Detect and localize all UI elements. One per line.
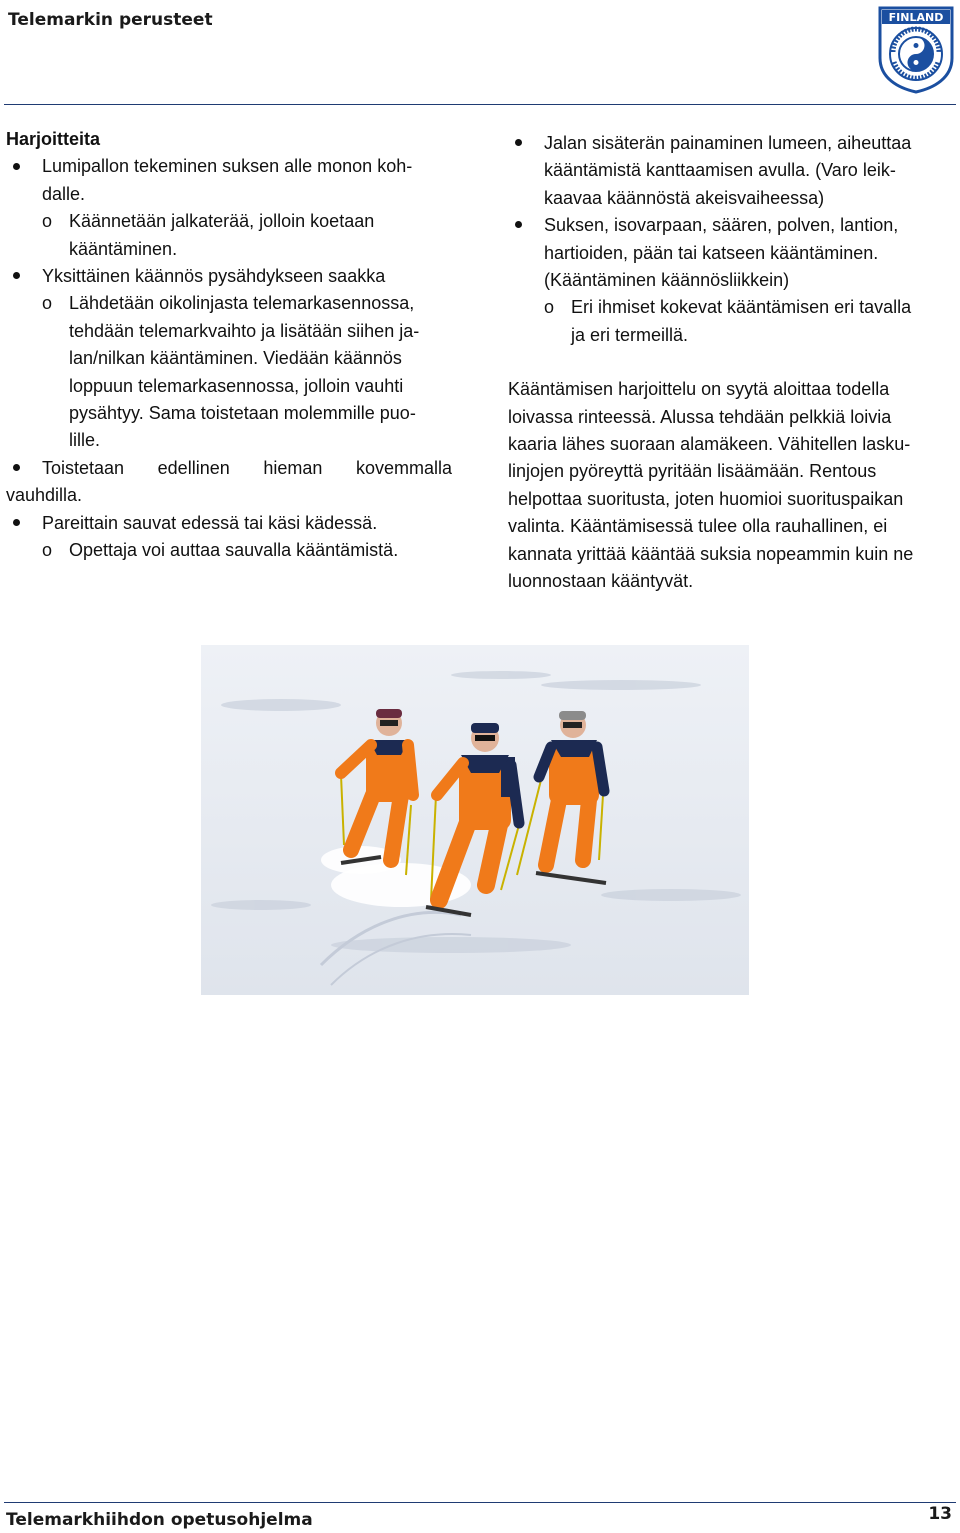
bullet-icon [6,153,26,180]
list-item: Pareittain sauvat edessä tai käsi kädessä. [6,510,452,537]
list-item: Yksittäinen käännös pysähdykseen saakka [6,263,452,290]
bullet-icon [6,263,26,290]
sub-list-item: o Eri ihmiset kokevat kääntämisen eri tavalla ja eri termeillä. [508,294,954,349]
circle-bullet-icon: o [42,211,53,232]
footer-rule [4,1502,956,1503]
left-column [6,126,452,565]
body-paragraph: Kääntämisen harjoittelu on syytä aloittaa todella loivassa rinteessä. Alussa tehdään pelkkiä loivia kaaria lähes suoraan alamäkeen. Vähitellen lasku- linjojen pyöreyttä pyritään lisäämään. Rentous helpottaa suoritusta, joten huomioi suorituspaikan valinta. Kääntämisessä tulee olla rauhallinen, ei kannata yrittää kääntää suksia nopeammin kuin ne luonnostaan kääntyvät. [508,379,914,592]
list-item: Lumipallon tekeminen suksen alle monon koh- dalle. [6,153,452,208]
page-number: 13 [928,1504,952,1524]
bullet-icon [508,212,528,239]
sub-list-item: o Käännetään jalkaterää, jolloin koetaan kääntäminen. [6,208,452,263]
list-item: Suksen, isovarpaan, säären, polven, lantion, hartioiden, pään tai katseen kääntäminen. (Kääntäminen käännösliikkein) [508,212,954,294]
circle-bullet-icon: o [42,540,53,561]
bullet-icon [6,510,26,537]
bullet-icon [508,130,528,157]
bullet-icon [6,455,26,482]
ski-instructors-logo [876,4,956,94]
list-item: Toistetaan edellinen hieman kovemmalla vauhdilla. [6,455,452,510]
footer-title: Telemarkhiihdon opetusohjelma [6,1510,313,1530]
sub-list-item: o Lähdetään oikolinjasta telemarkasennossa, tehdään telemarkvaihto ja lisätään siihen ja- lan/nilkan kääntäminen. Viedään käännös loppuun telemarkasennossa, jolloin vauhti pysähtyy. Sama toistetaan molemmille puo- lille. [6,290,452,454]
skiers-photo [201,645,749,995]
circle-bullet-icon: o [544,297,555,318]
svg-text:FINLAND: FINLAND [888,11,944,24]
list-item: Jalan sisäterän painaminen lumeen, aiheuttaa kääntämistä kanttaamisen avulla. (Varo leik- kaavaa käännöstä akeisvaiheessa) [508,130,954,212]
circle-bullet-icon: o [42,293,53,314]
header-rule [4,104,956,105]
sub-list-item: o Opettaja voi auttaa sauvalla kääntämistä. [6,537,452,564]
section-heading: Harjoitteita [6,129,101,149]
right-column [508,130,954,596]
page-header-title: Telemarkin perusteet [8,10,213,30]
